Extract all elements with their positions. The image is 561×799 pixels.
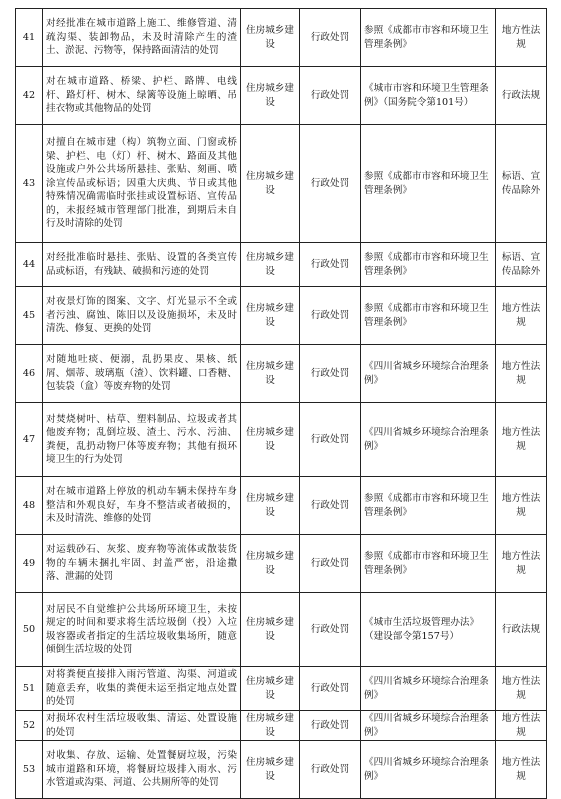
law-level: 地方性法规 xyxy=(496,741,547,799)
department: 住房城乡建设 xyxy=(241,667,300,711)
row-number: 47 xyxy=(16,403,43,477)
law-level: 标语、宣传品除外 xyxy=(496,243,547,287)
legal-basis: 参照《成都市市容和环境卫生管理条例》 xyxy=(361,125,496,243)
action-type: 行政处罚 xyxy=(300,711,361,741)
legal-basis: 参照《成都市市容和环境卫生管理条例》 xyxy=(361,535,496,593)
table-row xyxy=(16,67,547,125)
table-row xyxy=(16,403,547,477)
penalty-item: 对在城市道路、桥梁、护栏、路牌、电线杆、路灯杆、树木、绿篱等设施上晾晒、吊挂衣物或其他物品的处罚 xyxy=(43,67,241,125)
law-level: 地方性法规 xyxy=(496,9,547,67)
penalty-item: 对损坏农村生活垃圾收集、清运、处置设施的处罚 xyxy=(43,711,241,741)
legal-basis: 《四川省城乡环境综合治理条例》 xyxy=(361,403,496,477)
table-row xyxy=(16,9,547,67)
penalty-item: 对擅自在城市建（构）筑物立面、门窗或桥梁、护栏、电（灯）杆、树木、路面及其他设施或户外公共场所悬挂、张贴、刻画、喷涂宣传品或标语；因重大庆典、节日或其他特殊情况确需临时张挂或设置标语、宣传品的，未报经城市管理部门批准，到期后未自行及时清除的处罚 xyxy=(43,125,241,243)
legal-basis: 《四川省城乡环境综合治理条例》 xyxy=(361,345,496,403)
legal-basis: 《四川省城乡环境综合治理条例》 xyxy=(361,667,496,711)
action-type: 行政处罚 xyxy=(300,593,361,667)
row-number: 52 xyxy=(16,711,43,741)
penalty-item: 对经批准在城市道路上施工、维修管道、清疏沟渠、装卸物品，未及时清除产生的渣土、淤泥、污物等，保持路面清洁的处罚 xyxy=(43,9,241,67)
department: 住房城乡建设 xyxy=(241,9,300,67)
action-type: 行政处罚 xyxy=(300,345,361,403)
table-row xyxy=(16,667,547,711)
legal-basis: 《四川省城乡环境综合治理条例》 xyxy=(361,741,496,799)
row-number: 43 xyxy=(16,125,43,243)
law-level: 地方性法规 xyxy=(496,477,547,535)
law-level: 标语、宣传品除外 xyxy=(496,125,547,243)
law-level: 地方性法规 xyxy=(496,345,547,403)
penalty-item: 对经批准临时悬挂、张贴、设置的各类宣传品或标语，有残缺、破损和污迹的处罚 xyxy=(43,243,241,287)
law-level: 行政法规 xyxy=(496,593,547,667)
action-type: 行政处罚 xyxy=(300,287,361,345)
row-number: 46 xyxy=(16,345,43,403)
action-type: 行政处罚 xyxy=(300,477,361,535)
legal-basis: 参照《成都市市容和环境卫生管理条例》 xyxy=(361,9,496,67)
department: 住房城乡建设 xyxy=(241,711,300,741)
department: 住房城乡建设 xyxy=(241,287,300,345)
department: 住房城乡建设 xyxy=(241,741,300,799)
row-number: 45 xyxy=(16,287,43,345)
penalty-table xyxy=(15,8,547,799)
row-number: 49 xyxy=(16,535,43,593)
legal-basis: 《城市市容和环境卫生管理条例》（国务院令第101号） xyxy=(361,67,496,125)
table-row xyxy=(16,287,547,345)
row-number: 48 xyxy=(16,477,43,535)
penalty-item: 对运载砂石、灰浆、废弃物等流体或散装货物的车辆未捆扎牢固、封盖严密，沿途撒落、泄漏的处罚 xyxy=(43,535,241,593)
action-type: 行政处罚 xyxy=(300,741,361,799)
table-row xyxy=(16,741,547,799)
legal-basis: 参照《成都市市容和环境卫生管理条例》 xyxy=(361,287,496,345)
legal-basis: 《四川省城乡环境综合治理条例》 xyxy=(361,711,496,741)
row-number: 41 xyxy=(16,9,43,67)
table-row xyxy=(16,345,547,403)
table-row xyxy=(16,125,547,243)
law-level: 地方性法规 xyxy=(496,667,547,711)
department: 住房城乡建设 xyxy=(241,535,300,593)
action-type: 行政处罚 xyxy=(300,535,361,593)
legal-basis: 参照《成都市市容和环境卫生管理条例》 xyxy=(361,243,496,287)
penalty-item: 对随地吐痰、便溺，乱扔果皮、果核、纸屑、烟蒂、玻璃瓶（渣）、饮料罐、口香糖、包装袋（盒）等废弃物的处罚 xyxy=(43,345,241,403)
table-body xyxy=(16,9,547,799)
table-row xyxy=(16,477,547,535)
action-type: 行政处罚 xyxy=(300,667,361,711)
penalty-item: 对夜景灯饰的图案、文字、灯光显示不全或者污浊、腐蚀、陈旧以及设施损坏，未及时清洗、修复、更换的处罚 xyxy=(43,287,241,345)
department: 住房城乡建设 xyxy=(241,477,300,535)
law-level: 地方性法规 xyxy=(496,287,547,345)
legal-basis: 《城市生活垃圾管理办法》（建设部令第157号） xyxy=(361,593,496,667)
law-level: 地方性法规 xyxy=(496,711,547,741)
row-number: 50 xyxy=(16,593,43,667)
legal-basis: 参照《成都市市容和环境卫生管理条例》 xyxy=(361,477,496,535)
action-type: 行政处罚 xyxy=(300,403,361,477)
action-type: 行政处罚 xyxy=(300,243,361,287)
law-level: 地方性法规 xyxy=(496,403,547,477)
penalty-item: 对焚烧树叶、枯草、塑料制品、垃圾或者其他废弃物；乱倒垃圾、渣土、污水、污油、粪便，乱扔动物尸体等废弃物；其他有损环境卫生的行为处罚 xyxy=(43,403,241,477)
department: 住房城乡建设 xyxy=(241,125,300,243)
row-number: 53 xyxy=(16,741,43,799)
table-row xyxy=(16,243,547,287)
department: 住房城乡建设 xyxy=(241,345,300,403)
penalty-item: 对居民不自觉维护公共场所环境卫生，未按规定的时间和要求将生活垃圾倒（投）入垃圾容器或者指定的生活垃圾收集场所，随意倾倒生活垃圾的处罚 xyxy=(43,593,241,667)
penalty-item: 对在城市道路上停放的机动车辆未保持车身整洁和外观良好，车身不整洁或者破损的，未及时清洗、维修的处罚 xyxy=(43,477,241,535)
law-level: 地方性法规 xyxy=(496,535,547,593)
row-number: 42 xyxy=(16,67,43,125)
table-row xyxy=(16,535,547,593)
penalty-item: 对将粪便直接排入雨污管道、沟渠、河道或随意丢弃，收集的粪便未运至指定地点处置的处罚 xyxy=(43,667,241,711)
action-type: 行政处罚 xyxy=(300,67,361,125)
action-type: 行政处罚 xyxy=(300,9,361,67)
department: 住房城乡建设 xyxy=(241,243,300,287)
department: 住房城乡建设 xyxy=(241,67,300,125)
row-number: 51 xyxy=(16,667,43,711)
table-row xyxy=(16,711,547,741)
row-number: 44 xyxy=(16,243,43,287)
department: 住房城乡建设 xyxy=(241,403,300,477)
action-type: 行政处罚 xyxy=(300,125,361,243)
law-level: 行政法规 xyxy=(496,67,547,125)
department: 住房城乡建设 xyxy=(241,593,300,667)
penalty-item: 对收集、存放、运输、处置餐厨垃圾，污染城市道路和环境，将餐厨垃圾排入雨水、污水管道或沟渠、河道、公共厕所等的处罚 xyxy=(43,741,241,799)
table-row xyxy=(16,593,547,667)
